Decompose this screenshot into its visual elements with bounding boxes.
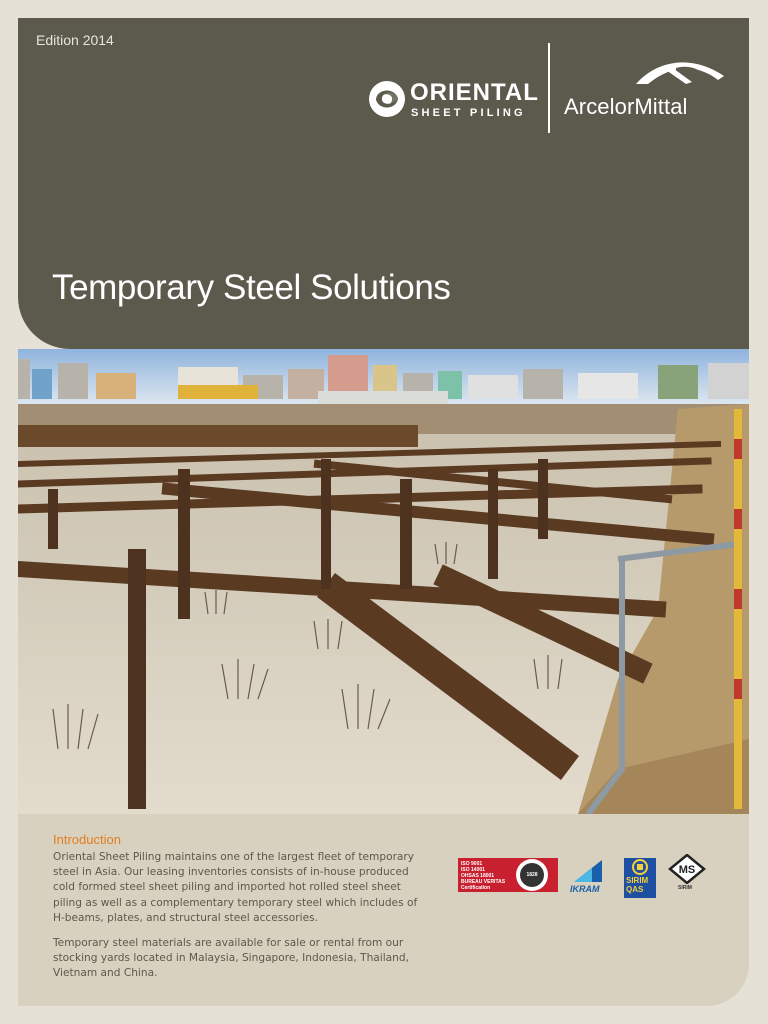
oriental-logo-name: ORIENTAL bbox=[410, 79, 539, 106]
sirim-qas-logo bbox=[624, 858, 658, 898]
logo-divider bbox=[548, 43, 550, 133]
ms-mark-icon bbox=[668, 854, 706, 884]
arcelormittal-logo-name: ArcelorMittal bbox=[564, 94, 688, 119]
introduction-panel bbox=[18, 814, 749, 1006]
ms-mark-label: SIRIM bbox=[678, 885, 692, 891]
introduction-paragraph-1: Oriental Sheet Piling maintains one of the largest fleet of temporary steel in Asia. Our leasing inventories consists of in-house produced cold formed steel sheet piling and imported hot rolled steel sheet piling as well as a complementary temporary steel which includes of H-beams, plates, and structural steel accessories. bbox=[53, 851, 418, 924]
ikram-label: IKRAM bbox=[570, 884, 600, 894]
oriental-swirl-icon bbox=[368, 80, 406, 118]
bureau-veritas-logo bbox=[458, 858, 558, 892]
introduction-paragraph-2: Temporary steel materials are available for sale or rental from our stocking yards located in Malaysia, Singapore, Indonesia, Thailand, Vietnam and China. bbox=[53, 937, 409, 980]
introduction-heading: Introduction bbox=[53, 832, 121, 847]
oriental-logo-subtitle: SHEET PILING bbox=[411, 107, 526, 119]
svg-text:MS: MS bbox=[678, 864, 696, 876]
construction-site-photo bbox=[18, 349, 749, 814]
sirim-qas-label: SIRIM QAS bbox=[626, 876, 649, 894]
ms-mark-logo bbox=[668, 854, 706, 894]
cover-header bbox=[18, 18, 749, 349]
bureau-veritas-text: ISO 9001 ISO 14001 OHSAS 18001 BUREAU VERITAS Certification bbox=[461, 861, 506, 891]
certification-logos bbox=[458, 852, 718, 902]
ikram-icon bbox=[570, 858, 606, 884]
page-title: Temporary Steel Solutions bbox=[52, 268, 451, 307]
sirim-emblem-icon bbox=[624, 858, 656, 876]
bureau-veritas-seal-icon: 1828 bbox=[516, 859, 548, 891]
ikram-logo bbox=[570, 858, 606, 898]
arcelormittal-arc-icon bbox=[632, 54, 728, 94]
edition-label: Edition 2014 bbox=[36, 32, 114, 48]
